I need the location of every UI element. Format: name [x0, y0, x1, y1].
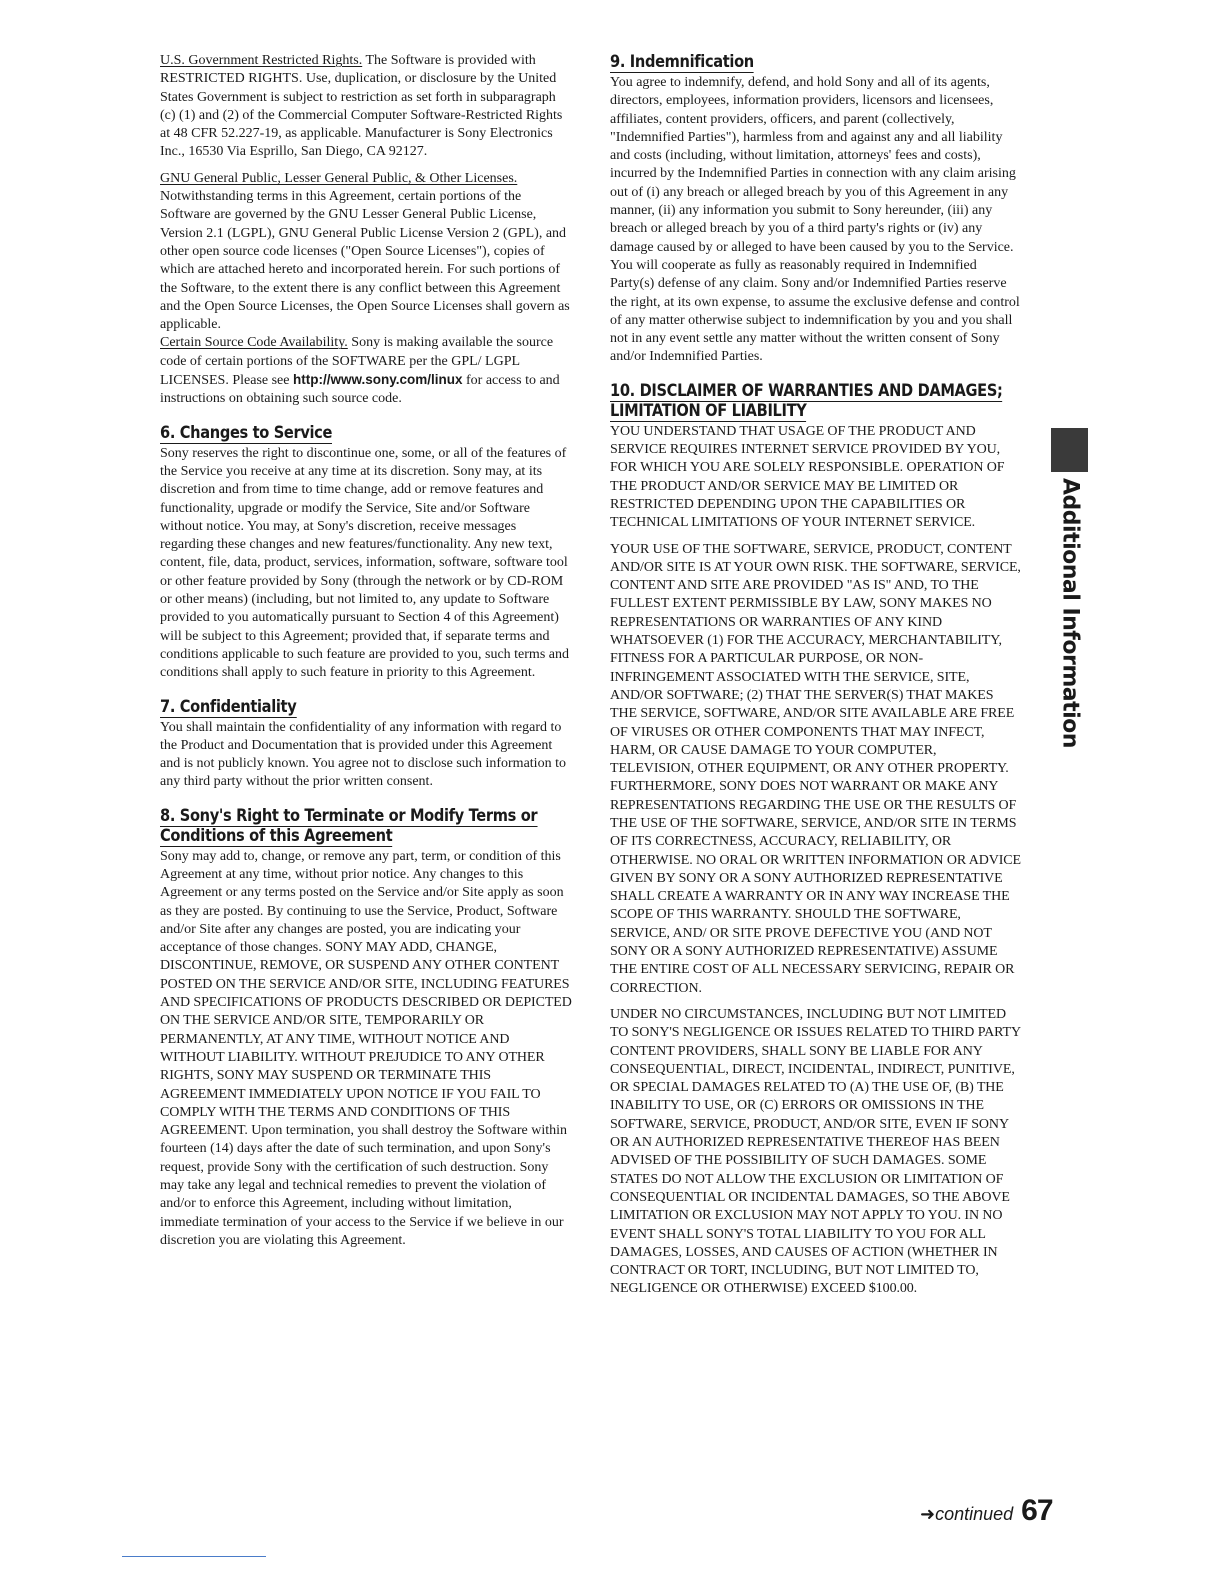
- right-column: [610, 52, 1022, 1307]
- section-8-title-line-1: 8. Sony's Right to Terminate or Modify Terms or: [160, 805, 538, 826]
- source-code-paragraph: [160, 334, 572, 408]
- section-8-text-b: Upon termination, you shall destroy the Software within fourteen (14) days after the date of such termination, and upon Sony's request, provide Sony with the certification of such destruction. Sony may take any legal and technical remedies to prevent the violation of and/or to enforce this Agreement, including without limitation, immediate termination of your access to the Service if we believe in our discretion you are violating this Agreement.: [160, 1123, 568, 1248]
- section-6-text: Sony reserves the right to discontinue one, some, or all of the features of the Service you receive at any time at its discretion. Sony may, at its discretion and from time to time change, add or remove features and functionality, upgrade or modify the Service, Site and/or Software without notice. You may, at Sony's discretion, receive messages regarding these changes and new features/functionality. Any new text, content, file, data, product, services, information, software, software tool or other feature provided by Sony (through the network or by CD-ROM or other means) (including, but not limited to, any update to Software provided to you automatically pursuant to Section 4 of this Agreement) will be subject to this Agreement; provided that, if separate terms and conditions applicable to such feature are provided to you, such terms and conditions shall apply to such feature in priority to this Agreement.: [160, 445, 569, 681]
- section-9-title: [610, 52, 754, 72]
- section-8-text-a: Sony may add to, change, or remove any part, term, or condition of this Agreement at any time, without prior notice. Any changes to this Agreement or any terms posted on the Service and/or Site apply as soon as they are posted. By continuing to use the Service, Product, Software and/or Site after any changes are posted, you are indicating your acceptance of those changes.: [160, 848, 564, 956]
- source-code-url[interactable]: http://www.sony.com/linux: [292, 372, 463, 388]
- source-code-text-b: for access to and instructions on obtaining such source code.: [160, 373, 560, 407]
- gov-rights-text: The Software is provided with RESTRICTED RIGHTS. Use, duplication, or disclosure by the United States Government is subject to restriction as set forth in subparagraph (c) (1) and (2) of the Commercial Computer Software-Restricted Rights at 48 CFR 52.227-19, as applicable. Manufacturer is Sony Electronics Inc., 16530 Via Esprillo, San Diego, CA 92127.: [160, 53, 563, 160]
- section-8-text: [160, 848, 572, 1251]
- section-8-title-line-2: Conditions of this Agreement: [160, 825, 393, 846]
- section-8-text-caps: SONY MAY ADD, CHANGE, DISCONTINUE, REMOVE, OR SUSPEND ANY OTHER CONTENT POSTED ON THE SERVICE AND/OR SITE, INCLUDING FEATURES AND SPECIFICATIONS OF PRODUCTS DESCRIBED OR DEPICTED ON THE SERVICE AND/OR SITE, TEMPORARILY OR PERMANENTLY, AT ANY TIME, WITHOUT NOTICE AND WITHOUT LIABILITY. WITHOUT PREJUDICE TO ANY OTHER RIGHTS, SONY MAY SUSPEND OR TERMINATE THIS AGREEMENT IMMEDIATELY UPON NOTICE IF YOU FAIL TO COMPLY WITH THE TERMS AND CONDITIONS OF THIS AGREEMENT.: [160, 940, 572, 1139]
- section-9-text: You agree to indemnify, defend, and hold Sony and all of its agents, directors, employees, information providers, licensors and licensees, affiliates, content providers, officers, and parent (collectively, "Indemnified Parties"), harmless from and against any and all liability and costs (including, without limitation, attorneys' fees and costs), incurred by the Indemnified Parties in connection with any claim arising out of (i) any breach or alleged breach by you of this Agreement in any manner, (ii) any information you submit to Sony hereunder, (iii) any breach or alleged breach by you of a third party's rights or (iv) any damage caused by or alleged to have been caused by you to the Service. You will cooperate as fully as reasonably required in Indemnified Party(s) defense of any claim. Sony and/or Indemnified Parties reserve the right, at its own expense, to assume the exclusive defense and control of any matter otherwise subject to indemnification by you and you shall not in any event settle any matter without the written consent of Sony and/or Indemnified Parties.: [610, 75, 1020, 365]
- section-10-paragraph-2: YOUR USE OF THE SOFTWARE, SERVICE, PRODUCT, CONTENT AND/OR SITE IS AT YOUR OWN RISK. THE SOFTWARE, SERVICE, CONTENT AND SITE ARE PROVIDED "AS IS" AND, TO THE FULLEST EXTENT PERMISSIBLE BY LAW, SONY MAKES NO REPRESENTATIONS OR WARRANTIES OF ANY KIND WHATSOEVER (1) FOR THE ACCURACY, MERCHANTABILITY, FITNESS FOR A PARTICULAR PURPOSE, OR NON-INFRINGEMENT ASSOCIATED WITH THE SERVICE, SITE, AND/OR SOFTWARE; (2) THAT THE SERVER(S) THAT MAKES THE SERVICE, SOFTWARE, AND/OR SITE AVAILABLE ARE FREE OF VIRUSES OR OTHER COMPONENTS THAT MAY INFECT, HARM, OR CAUSE DAMAGE TO YOUR COMPUTER, TELEVISION, OTHER EQUIPMENT, OR ANY OTHER PROPERTY. FURTHERMORE, SONY DOES NOT WARRANT OR MAKE ANY REPRESENTATIONS REGARDING THE USE OR THE RESULTS OF THE USE OF THE SOFTWARE, SERVICE, AND/OR SITE IN TERMS OF ITS CORRECTNESS, ACCURACY, RELIABILITY, OR OTHERWISE. NO ORAL OR WRITTEN INFORMATION OR ADVICE GIVEN BY SONY OR A SONY AUTHORIZED REPRESENTATIVE SHALL CREATE A WARRANTY OR IN ANY WAY INCREASE THE SCOPE OF THIS WARRANTY. SHOULD THE SOFTWARE, SERVICE, AND/ OR SITE PROVE DEFECTIVE YOU (AND NOT SONY OR A SONY AUTHORIZED REPRESENTATIVE) ASSUME THE ENTIRE COST OF ALL NECESSARY SERVICING, REPAIR OR CORRECTION.: [610, 541, 1021, 996]
- page-footer: [920, 1494, 1053, 1528]
- bottom-divider: [122, 1556, 266, 1557]
- section-9-title-text: 9. Indemnification: [610, 52, 754, 72]
- left-column: [160, 52, 572, 1258]
- section-7-title-text: 7. Confidentiality: [160, 696, 297, 717]
- section-10-paragraph-3: UNDER NO CIRCUMSTANCES, INCLUDING BUT NOT LIMITED TO SONY'S NEGLIGENCE OR ISSUES RELATED TO THIRD PARTY CONTENT PROVIDERS, SHALL SONY BE LIABLE FOR ANY CONSEQUENTIAL, DIRECT, INCIDENTAL, INDIRECT, PUNITIVE, OR SPECIAL DAMAGES RELATED TO (A) THE USE OF, (B) THE INABILITY TO USE, OR (C) ERRORS OR OMISSIONS IN THE SOFTWARE, SERVICE, PRODUCT, AND/OR SITE, EVEN IF SONY OR AN AUTHORIZED REPRESENTATIVE THEREOF HAS BEEN ADVISED OF THE POSSIBILITY OF SUCH DAMAGES. SOME STATES DO NOT ALLOW THE EXCLUSION OR LIMITATION OF CONSEQUENTIAL OR INCIDENTAL DAMAGES, SO THE ABOVE LIMITATION OR EXCLUSION MAY NOT APPLY TO YOU. IN NO EVENT SHALL SONY'S TOTAL LIABILITY TO YOU FOR ALL DAMAGES, LOSSES, AND CAUSES OF ACTION (WHETHER IN CONTRACT OR TORT, INCLUDING, BUT NOT LIMITED TO, NEGLIGENCE OR OTHERWISE) EXCEED $100.00.: [610, 1006, 1021, 1297]
- page-number: 67: [1021, 1494, 1053, 1527]
- sidebar-label: [1050, 478, 1090, 748]
- section-10-title-line-1: 10. DISCLAIMER OF WARRANTIES AND DAMAGES;: [610, 380, 1003, 401]
- gov-rights-title: U.S. Government Restricted Rights.: [160, 53, 363, 68]
- section-7-title: [160, 697, 296, 717]
- source-code-text-a: Sony is making available the source code of certain portions of the SOFTWARE per the GPL/ LGPL LICENSES. Please see: [160, 335, 554, 389]
- gnu-title: GNU General Public, Lesser General Public, & Other Licenses.: [160, 170, 518, 186]
- section-6-title-text: 6. Changes to Service: [160, 422, 333, 443]
- gnu-paragraph: [160, 170, 572, 335]
- sidebar-label-text: Additional Information: [1057, 478, 1083, 748]
- section-8-title: [160, 806, 537, 846]
- section-6-title: [160, 423, 332, 443]
- gov-rights-paragraph: [160, 52, 572, 162]
- gnu-text: Notwithstanding terms in this Agreement, certain portions of the Software are governed by the GNU Lesser General Public License, Version 2.1 (LGPL), GNU General Public License Version 2 (GPL), and other open source code licenses ("Open Source Licenses"), copies of which are attached hereto and incorporated herein. For such portions of the Software, to the extent there is any conflict between this Agreement and the Open Source Licenses, the Open Source Licenses shall govern as applicable.: [160, 189, 570, 333]
- section-7-text: You shall maintain the confidentiality of any information with regard to the Product and Documentation that is provided under this Agreement and is not publicly known. You agree not to disclose such information to any third party without the prior written consent.: [160, 719, 566, 790]
- continued-arrow-icon: ➜: [920, 1504, 936, 1524]
- sidebar-tab-marker: [1051, 428, 1088, 472]
- continued-label: continued: [935, 1504, 1014, 1524]
- section-10-paragraph-1: YOU UNDERSTAND THAT USAGE OF THE PRODUCT AND SERVICE REQUIRES INTERNET SERVICE PROVIDED BY YOU, FOR WHICH YOU ARE SOLELY RESPONSIBLE. OPERATION OF THE PRODUCT AND/OR SERVICE MAY BE LIMITED OR RESTRICTED DEPENDING UPON THE CAPABILITIES OR TECHNICAL LIMITATIONS OF YOUR INTERNET SERVICE.: [610, 423, 1005, 531]
- section-10-title-line-2: LIMITATION OF LIABILITY: [610, 400, 807, 421]
- section-10-title: [610, 381, 1003, 421]
- source-code-title: Certain Source Code Availability.: [160, 335, 348, 351]
